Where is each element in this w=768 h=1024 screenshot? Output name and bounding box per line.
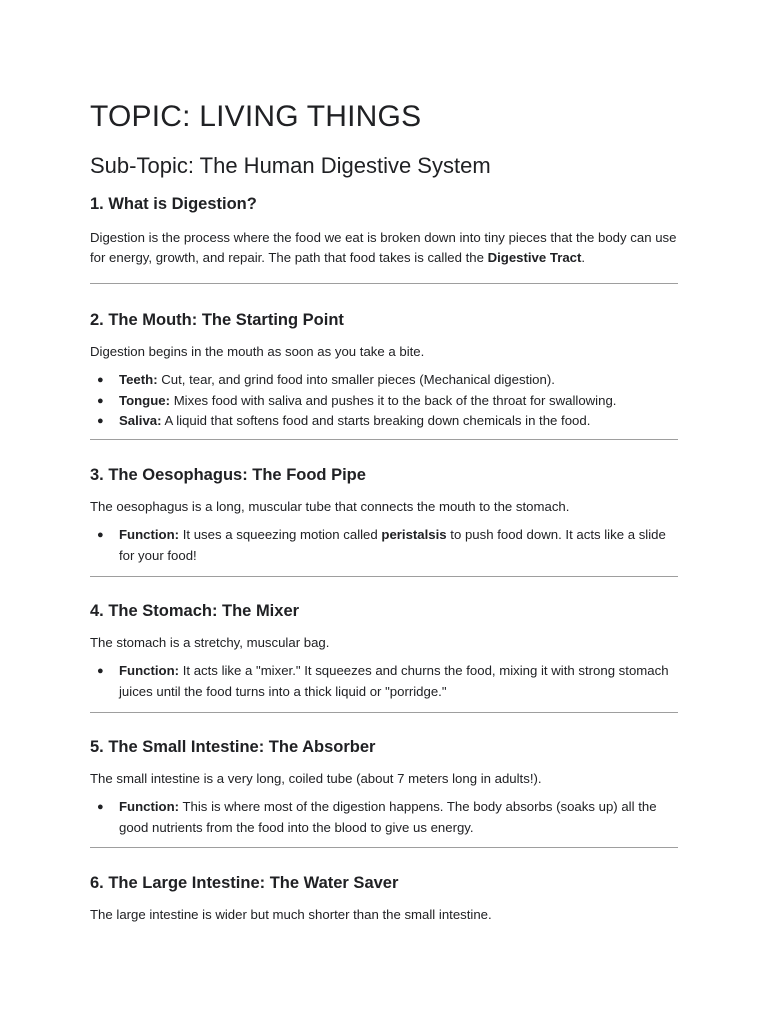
list-item-text-end: to push food down. It acts like a slide for your food! — [119, 527, 666, 563]
section-heading: 4. The Stomach: The Mixer — [90, 602, 300, 620]
list-item — [90, 525, 678, 566]
section-oesophagus — [90, 466, 678, 566]
section-large-intestine — [90, 874, 678, 925]
bullet-list — [90, 525, 678, 566]
list-item — [90, 370, 678, 391]
section-divider — [90, 712, 678, 713]
list-item-text: Cut, tear, and grind food into smaller pieces (Mechanical digestion). — [157, 372, 555, 387]
intro-text-end: . — [581, 250, 586, 265]
section-heading: 5. The Small Intestine: The Absorber — [90, 738, 376, 756]
intro-text: Digestion is the process where the food we eat is broken down into tiny pieces that the body can use for energy, growth, and repair. The path that food takes is called the — [90, 230, 677, 265]
page-title: TOPIC: LIVING THINGS — [90, 100, 422, 133]
section-stomach — [90, 602, 678, 702]
page-subtitle: Sub-Topic: The Human Digestive System — [90, 153, 491, 178]
bullet-icon: ● — [97, 415, 104, 427]
bullet-list — [90, 370, 678, 432]
intro-bold-term: Digestive Tract — [487, 250, 582, 265]
section-divider — [90, 847, 678, 848]
section-divider — [90, 576, 678, 577]
section-what-is-digestion — [90, 195, 678, 268]
bullet-icon: ● — [97, 374, 104, 386]
section-mouth — [90, 311, 678, 432]
section-intro: The large intestine is wider but much shorter than the small intestine. — [90, 907, 492, 922]
list-item-term: Function: — [119, 663, 180, 678]
list-item-term: Function: — [119, 527, 180, 542]
list-item-text: Mixes food with saliva and pushes it to the back of the throat for swallowing. — [170, 392, 617, 408]
section-heading: 2. The Mouth: The Starting Point — [90, 311, 344, 329]
list-item-term: Function: — [119, 799, 180, 814]
section-heading: 6. The Large Intestine: The Water Saver — [90, 874, 399, 892]
bullet-icon: ● — [97, 665, 104, 677]
section-intro: The oesophagus is a long, muscular tube that connects the mouth to the stomach. — [90, 499, 570, 514]
list-item-text: This is where most of the digestion happens. The body absorbs (soaks up) all the good nutrients from the food into the blood to give us energy. — [119, 799, 657, 835]
list-item — [90, 797, 678, 838]
section-intro: The small intestine is a very long, coiled tube (about 7 meters long in adults!). — [90, 771, 542, 786]
bullet-icon: ● — [97, 394, 104, 407]
section-heading: 3. The Oesophagus: The Food Pipe — [90, 466, 366, 484]
list-item — [90, 411, 678, 432]
list-item-text: A liquid that softens food and starts breaking down chemicals in the food. — [161, 413, 591, 428]
section-intro: Digestion begins in the mouth as soon as you take a bite. — [90, 344, 425, 359]
bullet-icon: ● — [97, 801, 104, 813]
list-item-term: Saliva: — [119, 413, 162, 428]
section-divider — [90, 439, 678, 440]
section-intro — [90, 228, 678, 268]
list-item-term: Tongue: — [119, 392, 171, 408]
bullet-icon: ● — [97, 529, 104, 541]
bullet-list — [90, 797, 678, 838]
list-item-bold-term: peristalsis — [381, 527, 447, 542]
section-divider — [90, 283, 678, 284]
list-item-text: It acts like a "mixer." It squeezes and churns the food, mixing it with strong stomach juices until the food turns into a thick liquid or "porridge." — [119, 663, 669, 699]
section-intro: The stomach is a stretchy, muscular bag. — [90, 635, 330, 650]
list-item — [90, 391, 678, 412]
section-small-intestine — [90, 738, 678, 838]
section-heading: 1. What is Digestion? — [90, 195, 257, 213]
list-item — [90, 661, 678, 702]
bullet-list — [90, 661, 678, 702]
list-item-text: It uses a squeezing motion called — [179, 527, 382, 542]
list-item-term: Teeth: — [119, 372, 158, 387]
